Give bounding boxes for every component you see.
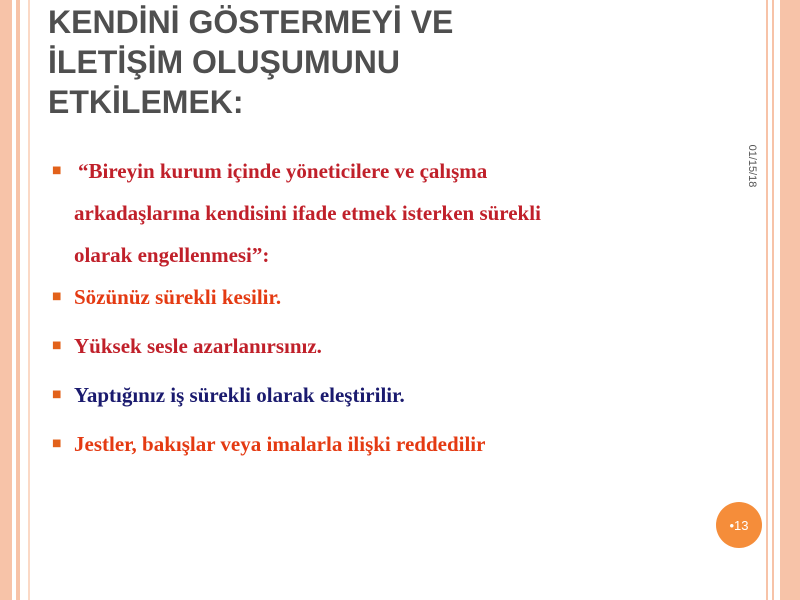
left-border-stripe xyxy=(0,0,12,600)
bullet-icon: ■ xyxy=(52,340,62,351)
right-border-stripe xyxy=(780,0,800,600)
quote-line: “Bireyin kurum içinde yöneticilere ve çalışma xyxy=(78,159,488,183)
right-border-stripe xyxy=(772,0,774,600)
bullet-icon: ■ xyxy=(52,438,62,449)
slide-title-line: İLETİŞİM OLUŞUMUNU xyxy=(48,44,400,80)
list-item-text: Yüksek sesle azarlanırsınız. xyxy=(74,334,322,358)
slide-date: 01/15/18 xyxy=(746,144,758,188)
right-border-stripe xyxy=(766,0,768,600)
slide-title xyxy=(48,2,688,122)
slide-title-line: ETKİLEMEK: xyxy=(48,84,244,120)
page-number-value: 13 xyxy=(734,517,749,533)
left-border-stripe xyxy=(28,0,30,600)
list-item-text: Sözünüz sürekli kesilir. xyxy=(74,285,282,309)
quote-line: arkadaşlarına kendisini ifade etmek isterken sürekli xyxy=(74,201,541,225)
list-item xyxy=(52,331,752,361)
list-item xyxy=(52,429,752,459)
bullet-icon: ■ xyxy=(52,389,62,400)
list-item-text: Yaptığınız iş sürekli olarak eleştirilir. xyxy=(74,383,405,407)
bullet-icon: ■ xyxy=(52,165,62,176)
page-number-badge xyxy=(716,502,762,548)
list-item-text: Jestler, bakışlar veya imalarla ilişki reddedilir xyxy=(74,432,486,456)
left-border-stripe xyxy=(16,0,20,600)
quote-line: olarak engellenmesi”: xyxy=(74,243,270,267)
list-item xyxy=(52,380,752,410)
page-number: •13 xyxy=(729,517,749,533)
list-item xyxy=(52,282,752,312)
slide-body xyxy=(52,150,752,459)
quote-paragraph xyxy=(52,150,752,276)
slide-title-line: KENDİNİ GÖSTERMEYİ VE xyxy=(48,4,454,40)
bullet-icon: ■ xyxy=(52,291,62,302)
